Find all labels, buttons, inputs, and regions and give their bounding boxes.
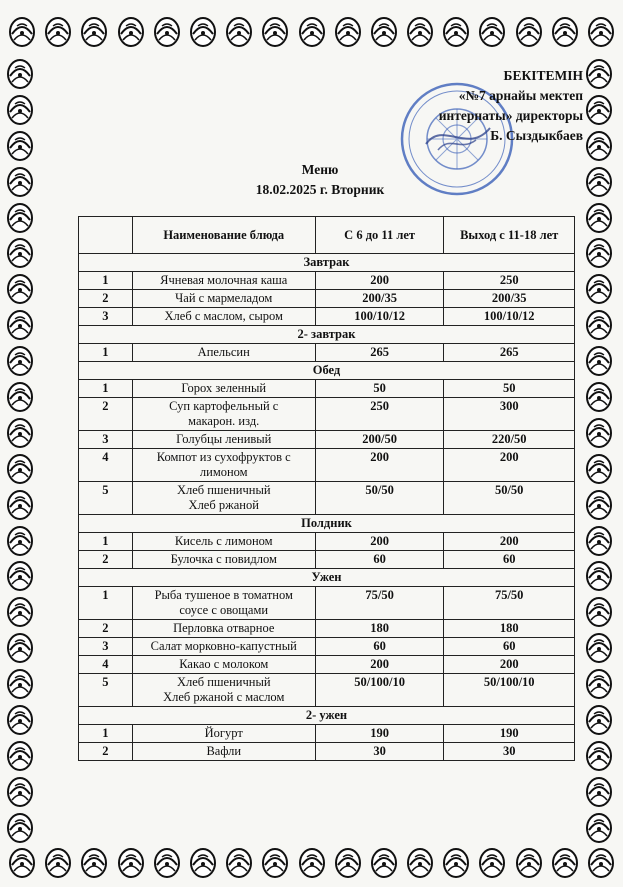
border-ornament-icon bbox=[404, 845, 436, 879]
border-ornament-icon bbox=[4, 379, 36, 413]
border-ornament-icon bbox=[4, 200, 36, 234]
table-row bbox=[79, 272, 575, 290]
border-ornament-icon bbox=[583, 164, 615, 198]
border-ornament-icon bbox=[440, 845, 472, 879]
dish-name bbox=[132, 656, 315, 674]
border-ornament-icon bbox=[4, 271, 36, 305]
portion-11-18: 300 bbox=[444, 398, 575, 431]
border-ornament-icon bbox=[583, 235, 615, 269]
menu-title: Меню bbox=[301, 162, 339, 177]
border-ornament-icon bbox=[583, 666, 615, 700]
table-row bbox=[79, 482, 575, 515]
dish-name-line: Какао с молоком bbox=[179, 657, 269, 671]
border-ornament-icon bbox=[78, 845, 110, 879]
border-ornament-icon bbox=[42, 845, 74, 879]
portion-11-18: 60 bbox=[444, 551, 575, 569]
border-ornament-icon bbox=[4, 307, 36, 341]
border-ornament-icon bbox=[549, 845, 581, 879]
dish-name-line: лимоном bbox=[199, 465, 248, 479]
table-row bbox=[79, 638, 575, 656]
table-row bbox=[79, 431, 575, 449]
portion-6-11: 200 bbox=[315, 272, 444, 290]
menu-table bbox=[78, 216, 575, 761]
row-number: 2 bbox=[79, 290, 133, 308]
table-row bbox=[79, 656, 575, 674]
dish-name bbox=[132, 482, 315, 515]
row-number: 2 bbox=[79, 551, 133, 569]
table-row bbox=[79, 308, 575, 326]
row-number: 1 bbox=[79, 725, 133, 743]
border-ornament-icon bbox=[259, 845, 291, 879]
column-header-age-6-11: С 6 до 11 лет bbox=[315, 217, 444, 254]
border-ornament-icon bbox=[4, 558, 36, 592]
border-ornament-icon bbox=[4, 738, 36, 772]
dish-name bbox=[132, 620, 315, 638]
dish-name bbox=[132, 674, 315, 707]
border-ornament-icon bbox=[583, 774, 615, 808]
border-ornament-icon bbox=[151, 14, 183, 48]
portion-6-11: 200 bbox=[315, 533, 444, 551]
dish-name-line: Рыба тушеное в томатном bbox=[154, 588, 293, 602]
decorative-border-bottom bbox=[6, 845, 617, 885]
border-ornament-icon bbox=[4, 92, 36, 126]
portion-6-11: 60 bbox=[315, 638, 444, 656]
portion-6-11: 75/50 bbox=[315, 587, 444, 620]
dish-name-line: Перловка отварное bbox=[173, 621, 275, 635]
border-ornament-icon bbox=[115, 845, 147, 879]
table-row bbox=[79, 344, 575, 362]
border-ornament-icon bbox=[187, 845, 219, 879]
approval-line-3: интернаты» директоры bbox=[438, 108, 583, 123]
portion-11-18: 200/35 bbox=[444, 290, 575, 308]
dish-name bbox=[132, 290, 315, 308]
row-number: 3 bbox=[79, 431, 133, 449]
table-row bbox=[79, 587, 575, 620]
approval-line-2: «№7 арнайы мектеп bbox=[458, 88, 583, 103]
dish-name bbox=[132, 431, 315, 449]
menu-date: 18.02.2025 г. Вторник bbox=[255, 182, 385, 197]
border-ornament-icon bbox=[583, 128, 615, 162]
border-ornament-icon bbox=[4, 666, 36, 700]
table-row bbox=[79, 620, 575, 638]
row-number: 4 bbox=[79, 449, 133, 482]
dish-name-line: Компот из сухофруктов с bbox=[156, 450, 291, 464]
approval-line-1: БЕКІТЕМІН bbox=[503, 68, 583, 83]
dish-name-line: Хлеб ржаной с маслом bbox=[163, 690, 285, 704]
border-ornament-icon bbox=[332, 845, 364, 879]
decorative-border-left bbox=[4, 56, 40, 844]
row-number: 4 bbox=[79, 656, 133, 674]
row-number: 5 bbox=[79, 674, 133, 707]
section-title: Ужен bbox=[79, 569, 575, 587]
row-number: 1 bbox=[79, 587, 133, 620]
row-number: 5 bbox=[79, 482, 133, 515]
border-ornament-icon bbox=[476, 14, 508, 48]
dish-name bbox=[132, 587, 315, 620]
border-ornament-icon bbox=[6, 845, 38, 879]
border-ornament-icon bbox=[151, 845, 183, 879]
portion-6-11: 200 bbox=[315, 449, 444, 482]
dish-name bbox=[132, 449, 315, 482]
dish-name-line: Кисель с лимоном bbox=[174, 534, 273, 548]
dish-name-line: Вафли bbox=[206, 744, 242, 758]
portion-11-18: 50/50 bbox=[444, 482, 575, 515]
border-ornament-icon bbox=[259, 14, 291, 48]
border-ornament-icon bbox=[583, 56, 615, 90]
dish-name-line: Булочка с повидлом bbox=[170, 552, 277, 566]
dish-name bbox=[132, 272, 315, 290]
dish-name bbox=[132, 725, 315, 743]
portion-11-18: 265 bbox=[444, 344, 575, 362]
border-ornament-icon bbox=[4, 56, 36, 90]
border-ornament-icon bbox=[583, 92, 615, 126]
section-row bbox=[79, 362, 575, 380]
table-row bbox=[79, 551, 575, 569]
portion-11-18: 220/50 bbox=[444, 431, 575, 449]
dish-name bbox=[132, 533, 315, 551]
dish-name-line: Голубцы ленивый bbox=[176, 432, 272, 446]
border-ornament-icon bbox=[583, 307, 615, 341]
dish-name-line: Хлеб пшеничный bbox=[176, 675, 271, 689]
row-number: 1 bbox=[79, 344, 133, 362]
dish-name bbox=[132, 344, 315, 362]
dish-name-line: Хлеб пшеничный bbox=[176, 483, 271, 497]
portion-6-11: 30 bbox=[315, 743, 444, 761]
border-ornament-icon bbox=[4, 415, 36, 449]
row-number: 2 bbox=[79, 398, 133, 431]
dish-name-line: Суп картофельный с bbox=[169, 399, 279, 413]
section-title: Полдник bbox=[79, 515, 575, 533]
approval-line-4: Б. Сыздыкбаев bbox=[490, 128, 583, 143]
border-ornament-icon bbox=[78, 14, 110, 48]
portion-6-11: 50/100/10 bbox=[315, 674, 444, 707]
row-number: 2 bbox=[79, 620, 133, 638]
portion-11-18: 30 bbox=[444, 743, 575, 761]
dish-name-line: Апельсин bbox=[197, 345, 250, 359]
row-number: 1 bbox=[79, 272, 133, 290]
border-ornament-icon bbox=[4, 487, 36, 521]
border-ornament-icon bbox=[4, 594, 36, 628]
row-number: 3 bbox=[79, 638, 133, 656]
border-ornament-icon bbox=[223, 14, 255, 48]
section-title: 2- ужен bbox=[79, 707, 575, 725]
border-ornament-icon bbox=[368, 845, 400, 879]
portion-11-18: 60 bbox=[444, 638, 575, 656]
portion-11-18: 180 bbox=[444, 620, 575, 638]
decorative-border-top bbox=[6, 14, 617, 54]
border-ornament-icon bbox=[583, 415, 615, 449]
portion-6-11: 265 bbox=[315, 344, 444, 362]
row-number: 3 bbox=[79, 308, 133, 326]
portion-6-11: 60 bbox=[315, 551, 444, 569]
border-ornament-icon bbox=[583, 558, 615, 592]
table-row bbox=[79, 725, 575, 743]
section-row bbox=[79, 707, 575, 725]
row-number: 2 bbox=[79, 743, 133, 761]
border-ornament-icon bbox=[476, 845, 508, 879]
section-title: Обед bbox=[79, 362, 575, 380]
section-title: Завтрак bbox=[79, 254, 575, 272]
border-ornament-icon bbox=[404, 14, 436, 48]
portion-6-11: 250 bbox=[315, 398, 444, 431]
border-ornament-icon bbox=[583, 702, 615, 736]
border-ornament-icon bbox=[583, 487, 615, 521]
border-ornament-icon bbox=[4, 523, 36, 557]
border-ornament-icon bbox=[583, 738, 615, 772]
border-ornament-icon bbox=[4, 128, 36, 162]
section-row bbox=[79, 254, 575, 272]
border-ornament-icon bbox=[115, 14, 147, 48]
border-ornament-icon bbox=[585, 845, 617, 879]
dish-name-line: Салат морковно-капустный bbox=[150, 639, 297, 653]
border-ornament-icon bbox=[440, 14, 472, 48]
border-ornament-icon bbox=[4, 451, 36, 485]
portion-6-11: 100/10/12 bbox=[315, 308, 444, 326]
section-row bbox=[79, 515, 575, 533]
portion-6-11: 180 bbox=[315, 620, 444, 638]
border-ornament-icon bbox=[583, 630, 615, 664]
row-number: 1 bbox=[79, 533, 133, 551]
border-ornament-icon bbox=[583, 379, 615, 413]
dish-name-line: соусе с овощами bbox=[179, 603, 269, 617]
portion-6-11: 50/50 bbox=[315, 482, 444, 515]
border-ornament-icon bbox=[583, 343, 615, 377]
dish-name bbox=[132, 743, 315, 761]
table-row bbox=[79, 290, 575, 308]
column-header-dish: Наименование блюда bbox=[132, 217, 315, 254]
border-ornament-icon bbox=[6, 14, 38, 48]
border-ornament-icon bbox=[296, 845, 328, 879]
table-row bbox=[79, 398, 575, 431]
border-ornament-icon bbox=[4, 343, 36, 377]
border-ornament-icon bbox=[42, 14, 74, 48]
dish-name bbox=[132, 398, 315, 431]
border-ornament-icon bbox=[583, 810, 615, 844]
portion-11-18: 250 bbox=[444, 272, 575, 290]
border-ornament-icon bbox=[4, 630, 36, 664]
table-row bbox=[79, 533, 575, 551]
dish-name-line: Йогурт bbox=[204, 726, 243, 740]
table-header-row bbox=[79, 217, 575, 254]
portion-6-11: 200/50 bbox=[315, 431, 444, 449]
border-ornament-icon bbox=[583, 594, 615, 628]
dish-name bbox=[132, 308, 315, 326]
menu-title-block bbox=[190, 160, 450, 200]
portion-6-11: 200/35 bbox=[315, 290, 444, 308]
border-ornament-icon bbox=[4, 164, 36, 198]
dish-name-line: Ячневая молочная каша bbox=[160, 273, 288, 287]
border-ornament-icon bbox=[332, 14, 364, 48]
border-ornament-icon bbox=[583, 451, 615, 485]
decorative-border-right bbox=[583, 56, 619, 844]
dish-name-line: Хлеб с маслом, сыром bbox=[164, 309, 283, 323]
border-ornament-icon bbox=[296, 14, 328, 48]
portion-11-18: 200 bbox=[444, 656, 575, 674]
dish-name bbox=[132, 638, 315, 656]
border-ornament-icon bbox=[513, 14, 545, 48]
section-row bbox=[79, 326, 575, 344]
border-ornament-icon bbox=[4, 702, 36, 736]
border-ornament-icon bbox=[4, 235, 36, 269]
dish-name-line: Хлеб ржаной bbox=[188, 498, 259, 512]
row-number: 1 bbox=[79, 380, 133, 398]
approval-block bbox=[343, 66, 583, 146]
portion-11-18: 200 bbox=[444, 533, 575, 551]
portion-6-11: 200 bbox=[315, 656, 444, 674]
table-row bbox=[79, 449, 575, 482]
portion-6-11: 50 bbox=[315, 380, 444, 398]
dish-name-line: Горох зеленный bbox=[181, 381, 267, 395]
border-ornament-icon bbox=[513, 845, 545, 879]
dish-name-line: макарон. изд. bbox=[188, 414, 260, 428]
border-ornament-icon bbox=[583, 200, 615, 234]
border-ornament-icon bbox=[4, 810, 36, 844]
column-header-age-11-18: Выход с 11-18 лет bbox=[444, 217, 575, 254]
dish-name bbox=[132, 380, 315, 398]
border-ornament-icon bbox=[583, 271, 615, 305]
table-row bbox=[79, 674, 575, 707]
portion-11-18: 190 bbox=[444, 725, 575, 743]
section-row bbox=[79, 569, 575, 587]
table-row bbox=[79, 743, 575, 761]
border-ornament-icon bbox=[583, 523, 615, 557]
border-ornament-icon bbox=[4, 774, 36, 808]
portion-6-11: 190 bbox=[315, 725, 444, 743]
portion-11-18: 50/100/10 bbox=[444, 674, 575, 707]
column-header-number bbox=[79, 217, 133, 254]
dish-name bbox=[132, 551, 315, 569]
border-ornament-icon bbox=[187, 14, 219, 48]
border-ornament-icon bbox=[585, 14, 617, 48]
section-title: 2- завтрак bbox=[79, 326, 575, 344]
border-ornament-icon bbox=[368, 14, 400, 48]
portion-11-18: 50 bbox=[444, 380, 575, 398]
portion-11-18: 100/10/12 bbox=[444, 308, 575, 326]
dish-name-line: Чай с мармеладом bbox=[175, 291, 273, 305]
border-ornament-icon bbox=[549, 14, 581, 48]
portion-11-18: 75/50 bbox=[444, 587, 575, 620]
table-row bbox=[79, 380, 575, 398]
portion-11-18: 200 bbox=[444, 449, 575, 482]
border-ornament-icon bbox=[223, 845, 255, 879]
